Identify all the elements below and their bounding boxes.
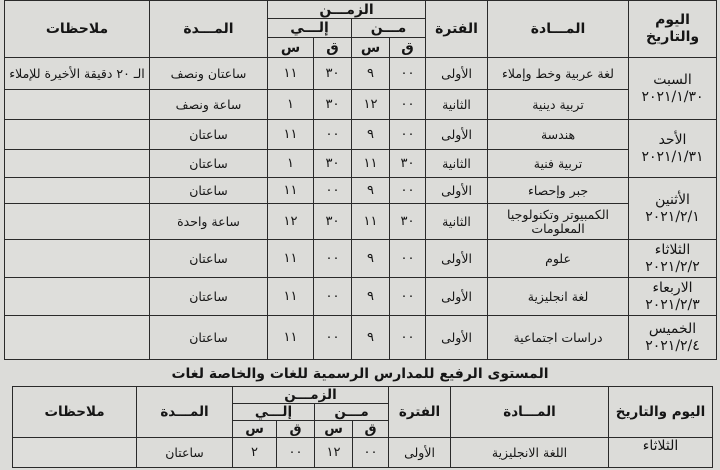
from-hour-cell: ٩ [352, 58, 390, 90]
table-row [5, 204, 717, 240]
header-to-hour: س [268, 38, 314, 58]
table-row [5, 58, 717, 90]
subject-cell: هندسة [488, 120, 629, 150]
header-day-date: اليوم والتاريخ [609, 387, 713, 438]
day-cell [629, 58, 717, 120]
header-period: الفترة [389, 387, 451, 438]
to-hour-cell: ١١ [268, 120, 314, 150]
duration-cell: ساعتان [150, 178, 268, 204]
to-minute-cell: ٣٠ [314, 90, 352, 120]
notes-cell [5, 90, 150, 120]
to-hour-cell: ١٢ [268, 204, 314, 240]
table-row [5, 150, 717, 178]
period-cell: الثانية [426, 90, 488, 120]
from-minute-cell: ٠٠ [390, 316, 426, 360]
from-minute-cell: ٠٠ [390, 178, 426, 204]
day-name: الثلاثاء [654, 241, 691, 258]
day-name: السبت [653, 71, 692, 88]
exam-schedule-table-2 [12, 386, 713, 468]
to-minute-cell: ٠٠ [314, 278, 352, 316]
to-hour-cell: ١ [268, 150, 314, 178]
header-period: الفترة [426, 1, 488, 58]
header-to-hour: س [233, 421, 277, 438]
header-subject: المـــادة [488, 1, 629, 58]
to-hour-cell: ١١ [268, 58, 314, 90]
subject-cell: اللغة الانجليزية [451, 438, 609, 468]
period-cell: الأولى [426, 240, 488, 278]
from-hour-cell: ١١ [352, 150, 390, 178]
to-minute-cell: ٠٠ [277, 438, 315, 468]
period-cell: الثانية [426, 150, 488, 178]
subject-cell: تربية فنية [488, 150, 629, 178]
period-cell: الأولى [426, 278, 488, 316]
period-cell: الأولى [389, 438, 451, 468]
to-hour-cell: ١١ [268, 178, 314, 204]
day-cell [629, 240, 717, 278]
period-cell: الأولى [426, 58, 488, 90]
day-date: ٢٠٢١/٢/٢ [645, 258, 700, 275]
header-from-hour: س [352, 38, 390, 58]
to-minute-cell: ٠٠ [314, 120, 352, 150]
notes-cell [5, 120, 150, 150]
header-duration: المـــدة [137, 387, 233, 438]
duration-cell: ساعتان [150, 120, 268, 150]
period-cell: الثانية [426, 204, 488, 240]
header-subject: المـــادة [451, 387, 609, 438]
header-duration: المـــدة [150, 1, 268, 58]
header-from-minute: ق [353, 421, 389, 438]
duration-cell: ساعتان [150, 316, 268, 360]
subject-cell: لغة انجليزية [488, 278, 629, 316]
day-cell [629, 178, 717, 240]
to-minute-cell: ٣٠ [314, 150, 352, 178]
section-subtitle: المستوى الرفيع للمدارس الرسمية للغات والخاصة لغات [171, 366, 549, 382]
to-hour-cell: ١ [268, 90, 314, 120]
table-row [5, 120, 717, 150]
from-hour-cell: ٩ [352, 240, 390, 278]
header-from-minute: ق [390, 38, 426, 58]
table-row [5, 316, 717, 360]
from-hour-cell: ٩ [352, 178, 390, 204]
header-notes: ملاحظات [5, 1, 150, 58]
subject-cell: تربية دينية [488, 90, 629, 120]
subject-cell: جبر وإحصاء [488, 178, 629, 204]
table-row [13, 438, 713, 468]
notes-cell [5, 204, 150, 240]
subject-cell: الكمبيوتر وتكنولوجيا المعلومات [488, 204, 629, 240]
notes-cell [5, 316, 150, 360]
header-time: الزمـــن [233, 387, 389, 404]
header-to-minute: ق [277, 421, 315, 438]
to-hour-cell: ١١ [268, 316, 314, 360]
notes-cell [5, 240, 150, 278]
duration-cell: ساعتان ونصف [150, 58, 268, 90]
from-hour-cell: ١١ [352, 204, 390, 240]
period-cell: الأولى [426, 120, 488, 150]
from-hour-cell: ٩ [352, 120, 390, 150]
to-hour-cell: ١١ [268, 278, 314, 316]
day-cell [629, 316, 717, 360]
to-hour-cell: ٢ [233, 438, 277, 468]
header-from: مـــن [315, 404, 389, 421]
subject-cell: لغة عربية وخط وإملاء [488, 58, 629, 90]
day-date: ٢٠٢١/٢/١ [645, 208, 700, 225]
subject-cell: دراسات اجتماعية [488, 316, 629, 360]
from-minute-cell: ٣٠ [390, 150, 426, 178]
day-cell: الثلاثاء [609, 438, 713, 468]
from-minute-cell: ٠٠ [390, 90, 426, 120]
from-minute-cell: ٠٠ [390, 278, 426, 316]
from-minute-cell: ٣٠ [390, 204, 426, 240]
header-to: إلـــي [268, 19, 352, 38]
day-date: ٢٠٢١/١/٣٠ [641, 88, 704, 105]
to-minute-cell: ٣٠ [314, 204, 352, 240]
from-hour-cell: ٩ [352, 278, 390, 316]
exam-schedule-table [4, 0, 717, 360]
header-from: مـــن [352, 19, 426, 38]
period-cell: الأولى [426, 316, 488, 360]
from-minute-cell: ٠٠ [390, 240, 426, 278]
day-name: الأحد [658, 131, 687, 148]
from-minute-cell: ٠٠ [390, 58, 426, 90]
header-from-hour: س [315, 421, 353, 438]
day-date: ٢٠٢١/١/٣١ [641, 148, 704, 165]
to-minute-cell: ٠٠ [314, 316, 352, 360]
notes-cell [5, 178, 150, 204]
table-row [5, 178, 717, 204]
header-to-minute: ق [314, 38, 352, 58]
to-minute-cell: ٣٠ [314, 58, 352, 90]
to-minute-cell: ٠٠ [314, 240, 352, 278]
day-date: ٢٠٢١/٢/٤ [645, 337, 700, 354]
day-date: ٢٠٢١/٢/٣ [645, 296, 700, 313]
header-to: إلـــي [233, 404, 315, 421]
day-name: الاربعاء [652, 279, 693, 296]
notes-cell [5, 150, 150, 178]
duration-cell: ساعتان [150, 150, 268, 178]
duration-cell: ساعتان [150, 240, 268, 278]
notes-cell [13, 438, 137, 468]
day-name: الأثنين [655, 191, 690, 208]
day-cell [629, 278, 717, 316]
from-hour-cell: ١٢ [315, 438, 353, 468]
to-hour-cell: ١١ [268, 240, 314, 278]
from-hour-cell: ١٢ [352, 90, 390, 120]
duration-cell: ساعة ونصف [150, 90, 268, 120]
day-cell [629, 120, 717, 178]
table-row [5, 240, 717, 278]
header-time: الزمـــن [268, 1, 426, 19]
from-minute-cell: ٠٠ [390, 120, 426, 150]
table-row [5, 90, 717, 120]
from-hour-cell: ٩ [352, 316, 390, 360]
day-name: الخميس [648, 320, 697, 337]
duration-cell: ساعتان [137, 438, 233, 468]
table-row [5, 278, 717, 316]
header-day-date: اليوم والتاريخ [629, 1, 717, 58]
notes-cell [5, 278, 150, 316]
notes-cell: الـ ٢٠ دقيقة الأخيرة للإملاء [5, 58, 150, 90]
to-minute-cell: ٠٠ [314, 178, 352, 204]
subject-cell: علوم [488, 240, 629, 278]
from-minute-cell: ٠٠ [353, 438, 389, 468]
header-notes: ملاحظات [13, 387, 137, 438]
duration-cell: ساعة واحدة [150, 204, 268, 240]
duration-cell: ساعتان [150, 278, 268, 316]
period-cell: الأولى [426, 178, 488, 204]
